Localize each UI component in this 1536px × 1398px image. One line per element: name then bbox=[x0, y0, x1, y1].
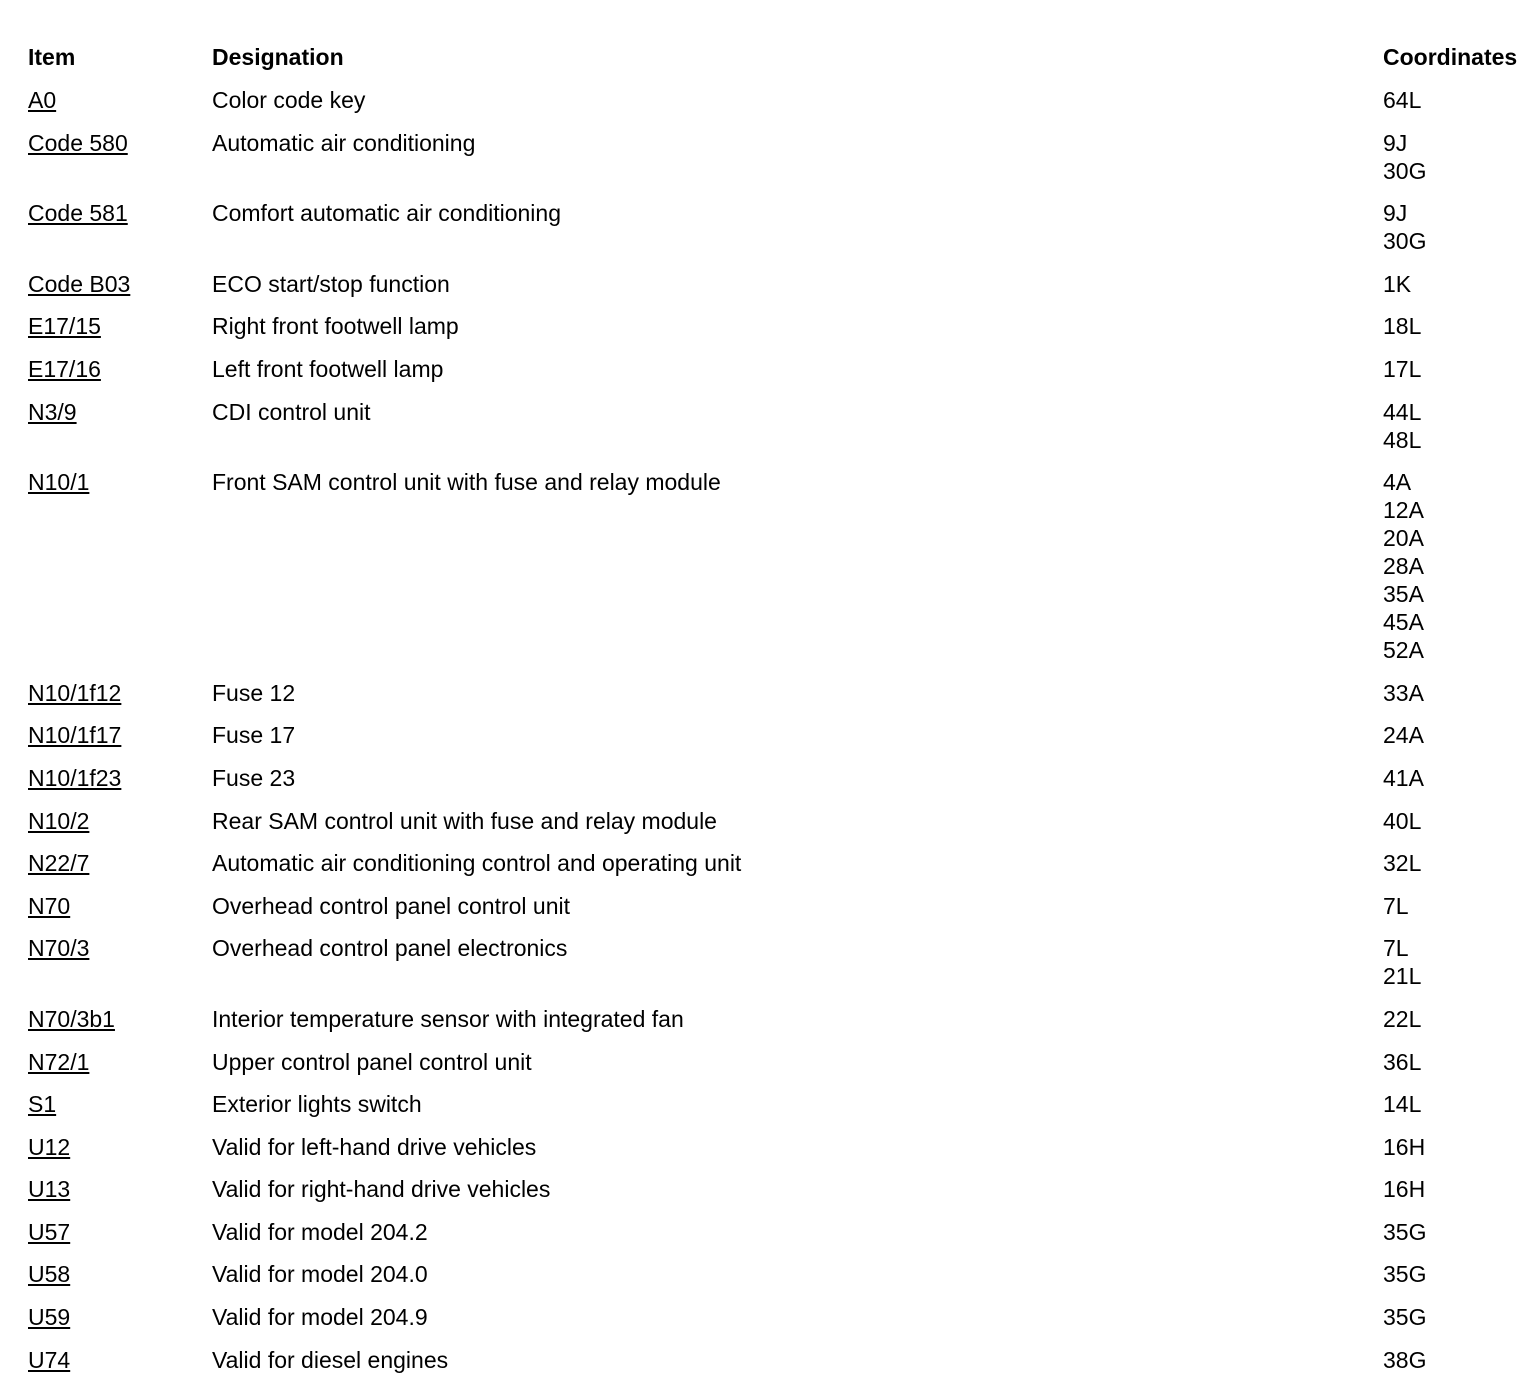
coordinate-value: 35G bbox=[1383, 1304, 1427, 1331]
table-header bbox=[28, 44, 1528, 76]
coordinate-value: 41A bbox=[1383, 764, 1424, 791]
coordinate-value: 20A bbox=[1383, 525, 1424, 552]
coordinates-cell bbox=[1383, 468, 1528, 664]
item-cell bbox=[28, 398, 77, 426]
designation-cell: Exterior lights switch bbox=[212, 1091, 422, 1118]
table-row bbox=[28, 398, 1528, 454]
table-row bbox=[28, 1218, 1528, 1246]
item-link[interactable]: E17/16 bbox=[28, 355, 101, 382]
table-row bbox=[28, 679, 1528, 707]
item-link[interactable]: U58 bbox=[28, 1261, 71, 1288]
coordinate-value: 45A bbox=[1383, 609, 1424, 636]
coordinates-cell bbox=[1383, 1048, 1528, 1076]
coordinates-cell bbox=[1383, 679, 1528, 707]
table-row bbox=[28, 1175, 1528, 1203]
table-row bbox=[28, 721, 1528, 749]
coordinates-cell bbox=[1383, 1005, 1528, 1033]
coordinates-cell bbox=[1383, 807, 1528, 835]
coordinates-cell bbox=[1383, 1133, 1528, 1161]
designation-cell: Fuse 17 bbox=[212, 722, 296, 749]
item-link[interactable]: N72/1 bbox=[28, 1048, 90, 1075]
item-cell bbox=[28, 1133, 70, 1161]
designation-cell: Left front footwell lamp bbox=[212, 355, 444, 382]
item-link[interactable]: N3/9 bbox=[28, 398, 77, 425]
coordinates-cell bbox=[1383, 398, 1528, 454]
designation-cell: ECO start/stop function bbox=[212, 270, 450, 297]
item-cell bbox=[28, 1303, 70, 1331]
table-row bbox=[28, 1133, 1528, 1161]
coordinate-value: 33A bbox=[1383, 679, 1424, 706]
header-coordinates: Coordinates bbox=[1383, 44, 1518, 70]
item-link[interactable]: A0 bbox=[28, 87, 57, 113]
item-cell bbox=[28, 1175, 70, 1203]
coordinates-cell bbox=[1383, 721, 1528, 749]
table-row bbox=[28, 1005, 1528, 1033]
table-row bbox=[28, 764, 1528, 792]
item-cell bbox=[28, 129, 128, 157]
table-row bbox=[28, 1090, 1528, 1118]
coordinate-value: 17L bbox=[1383, 355, 1422, 382]
coordinate-value: 28A bbox=[1383, 553, 1424, 580]
item-cell bbox=[28, 312, 101, 340]
coordinate-value: 36L bbox=[1383, 1048, 1422, 1075]
table-row bbox=[28, 312, 1528, 340]
item-link[interactable]: N10/1 bbox=[28, 469, 90, 496]
item-cell bbox=[28, 86, 56, 114]
coordinates-cell bbox=[1383, 849, 1528, 877]
item-link[interactable]: N70 bbox=[28, 892, 71, 919]
item-cell bbox=[28, 355, 101, 383]
coordinate-value: 14L bbox=[1383, 1091, 1422, 1118]
item-link[interactable]: Code 581 bbox=[28, 200, 128, 227]
table-row bbox=[28, 1303, 1528, 1331]
designation-cell: Rear SAM control unit with fuse and relay module bbox=[212, 807, 717, 834]
item-link[interactable]: U57 bbox=[28, 1218, 71, 1245]
designation-cell: Valid for diesel engines bbox=[212, 1346, 449, 1373]
item-link[interactable]: N70/3b1 bbox=[28, 1005, 115, 1032]
item-link[interactable]: N10/1f23 bbox=[28, 764, 122, 791]
coordinate-value: 30G bbox=[1383, 228, 1427, 255]
coordinates-cell bbox=[1383, 1175, 1528, 1203]
coordinate-value: 4A bbox=[1383, 469, 1412, 496]
item-cell bbox=[28, 1346, 70, 1374]
coordinate-value: 7L bbox=[1383, 935, 1409, 962]
table-row bbox=[28, 1048, 1528, 1076]
item-link[interactable]: N70/3 bbox=[28, 935, 90, 962]
item-cell bbox=[28, 468, 89, 496]
designation-cell: Valid for model 204.2 bbox=[212, 1218, 428, 1245]
item-cell bbox=[28, 892, 70, 920]
table-row bbox=[28, 892, 1528, 920]
coordinate-value: 44L bbox=[1383, 398, 1422, 425]
designation-cell: Overhead control panel control unit bbox=[212, 892, 570, 919]
item-link[interactable]: N22/7 bbox=[28, 850, 90, 877]
coordinate-value: 16H bbox=[1383, 1133, 1426, 1160]
item-link[interactable]: N10/2 bbox=[28, 807, 90, 834]
item-link[interactable]: U59 bbox=[28, 1304, 71, 1331]
designation-cell: Automatic air conditioning bbox=[212, 129, 476, 156]
table-row bbox=[28, 199, 1528, 255]
item-link[interactable]: Code 580 bbox=[28, 129, 128, 156]
table-row bbox=[28, 807, 1528, 835]
item-cell bbox=[28, 934, 89, 962]
coordinate-value: 24A bbox=[1383, 722, 1424, 749]
coordinates-cell bbox=[1383, 312, 1528, 340]
header-item: Item bbox=[28, 44, 76, 70]
item-link[interactable]: U74 bbox=[28, 1346, 71, 1373]
designation-cell: Color code key bbox=[212, 87, 366, 113]
item-cell bbox=[28, 1090, 56, 1118]
designation-cell: Fuse 12 bbox=[212, 679, 296, 706]
coordinates-cell bbox=[1383, 1260, 1528, 1288]
coordinate-value: 64L bbox=[1383, 87, 1422, 113]
legend-table bbox=[28, 44, 1528, 1374]
coordinate-value: 40L bbox=[1383, 807, 1422, 834]
table-row bbox=[28, 1260, 1528, 1288]
item-cell bbox=[28, 807, 89, 835]
coordinate-value: 18L bbox=[1383, 313, 1422, 340]
table-row bbox=[28, 270, 1528, 298]
coordinates-cell bbox=[1383, 355, 1528, 383]
item-link[interactable]: N10/1f17 bbox=[28, 722, 122, 749]
item-cell bbox=[28, 764, 121, 792]
item-link[interactable]: U13 bbox=[28, 1176, 71, 1203]
item-cell bbox=[28, 1260, 70, 1288]
coordinate-value: 52A bbox=[1383, 637, 1424, 664]
designation-cell: Valid for left-hand drive vehicles bbox=[212, 1133, 537, 1160]
designation-cell: Fuse 23 bbox=[212, 764, 296, 791]
coordinate-value: 21L bbox=[1383, 963, 1422, 990]
table-row bbox=[28, 468, 1528, 664]
coordinates-cell bbox=[1383, 764, 1528, 792]
coordinate-value: 12A bbox=[1383, 497, 1424, 524]
item-link[interactable]: U12 bbox=[28, 1133, 71, 1160]
header-designation: Designation bbox=[212, 44, 344, 70]
coordinates-cell bbox=[1383, 1303, 1528, 1331]
coordinate-value: 35G bbox=[1383, 1218, 1427, 1245]
designation-cell: Interior temperature sensor with integrated fan bbox=[212, 1005, 684, 1032]
coordinates-cell bbox=[1383, 199, 1528, 255]
item-link[interactable]: Code B03 bbox=[28, 270, 131, 297]
designation-cell: Valid for right-hand drive vehicles bbox=[212, 1176, 551, 1203]
designation-cell: Valid for model 204.9 bbox=[212, 1304, 428, 1331]
item-cell bbox=[28, 270, 130, 298]
item-cell bbox=[28, 1005, 115, 1033]
item-link[interactable]: N10/1f12 bbox=[28, 679, 122, 706]
item-cell bbox=[28, 679, 121, 707]
coordinate-value: 9J bbox=[1383, 129, 1408, 156]
coordinate-value: 22L bbox=[1383, 1005, 1422, 1032]
coordinate-value: 48L bbox=[1383, 426, 1422, 453]
item-cell bbox=[28, 721, 121, 749]
table-row bbox=[28, 1346, 1528, 1374]
item-cell bbox=[28, 199, 128, 227]
designation-cell: Valid for model 204.0 bbox=[212, 1261, 428, 1288]
item-cell bbox=[28, 1218, 70, 1246]
item-link[interactable]: S1 bbox=[28, 1091, 57, 1118]
item-cell bbox=[28, 849, 89, 877]
coordinate-value: 7L bbox=[1383, 892, 1409, 919]
coordinates-cell bbox=[1383, 86, 1528, 114]
designation-cell: CDI control unit bbox=[212, 398, 371, 425]
coordinates-cell bbox=[1383, 1346, 1528, 1374]
designation-cell: Overhead control panel electronics bbox=[212, 935, 568, 962]
table-row bbox=[28, 849, 1528, 877]
coordinate-value: 38G bbox=[1383, 1346, 1427, 1373]
table-body bbox=[28, 86, 1528, 1374]
coordinates-cell bbox=[1383, 129, 1528, 185]
coordinates-cell bbox=[1383, 934, 1528, 990]
table-row bbox=[28, 86, 1528, 114]
table-row bbox=[28, 129, 1528, 185]
designation-cell: Upper control panel control unit bbox=[212, 1048, 532, 1075]
table-row bbox=[28, 355, 1528, 383]
coordinate-value: 9J bbox=[1383, 200, 1408, 227]
coordinates-cell bbox=[1383, 270, 1528, 298]
item-cell bbox=[28, 1048, 89, 1076]
coordinates-cell bbox=[1383, 1218, 1528, 1246]
table-row bbox=[28, 934, 1528, 990]
coordinate-value: 35G bbox=[1383, 1261, 1427, 1288]
designation-cell: Automatic air conditioning control and operating unit bbox=[212, 850, 742, 877]
item-link[interactable]: E17/15 bbox=[28, 313, 101, 340]
coordinate-value: 30G bbox=[1383, 157, 1427, 184]
coordinate-value: 32L bbox=[1383, 850, 1422, 877]
designation-cell: Comfort automatic air conditioning bbox=[212, 200, 561, 227]
coordinate-value: 16H bbox=[1383, 1176, 1426, 1203]
coordinate-value: 1K bbox=[1383, 270, 1412, 297]
designation-cell: Right front footwell lamp bbox=[212, 313, 459, 340]
coordinates-cell bbox=[1383, 892, 1528, 920]
designation-cell: Front SAM control unit with fuse and relay module bbox=[212, 469, 721, 496]
coordinate-value: 35A bbox=[1383, 581, 1424, 608]
coordinates-cell bbox=[1383, 1090, 1528, 1118]
